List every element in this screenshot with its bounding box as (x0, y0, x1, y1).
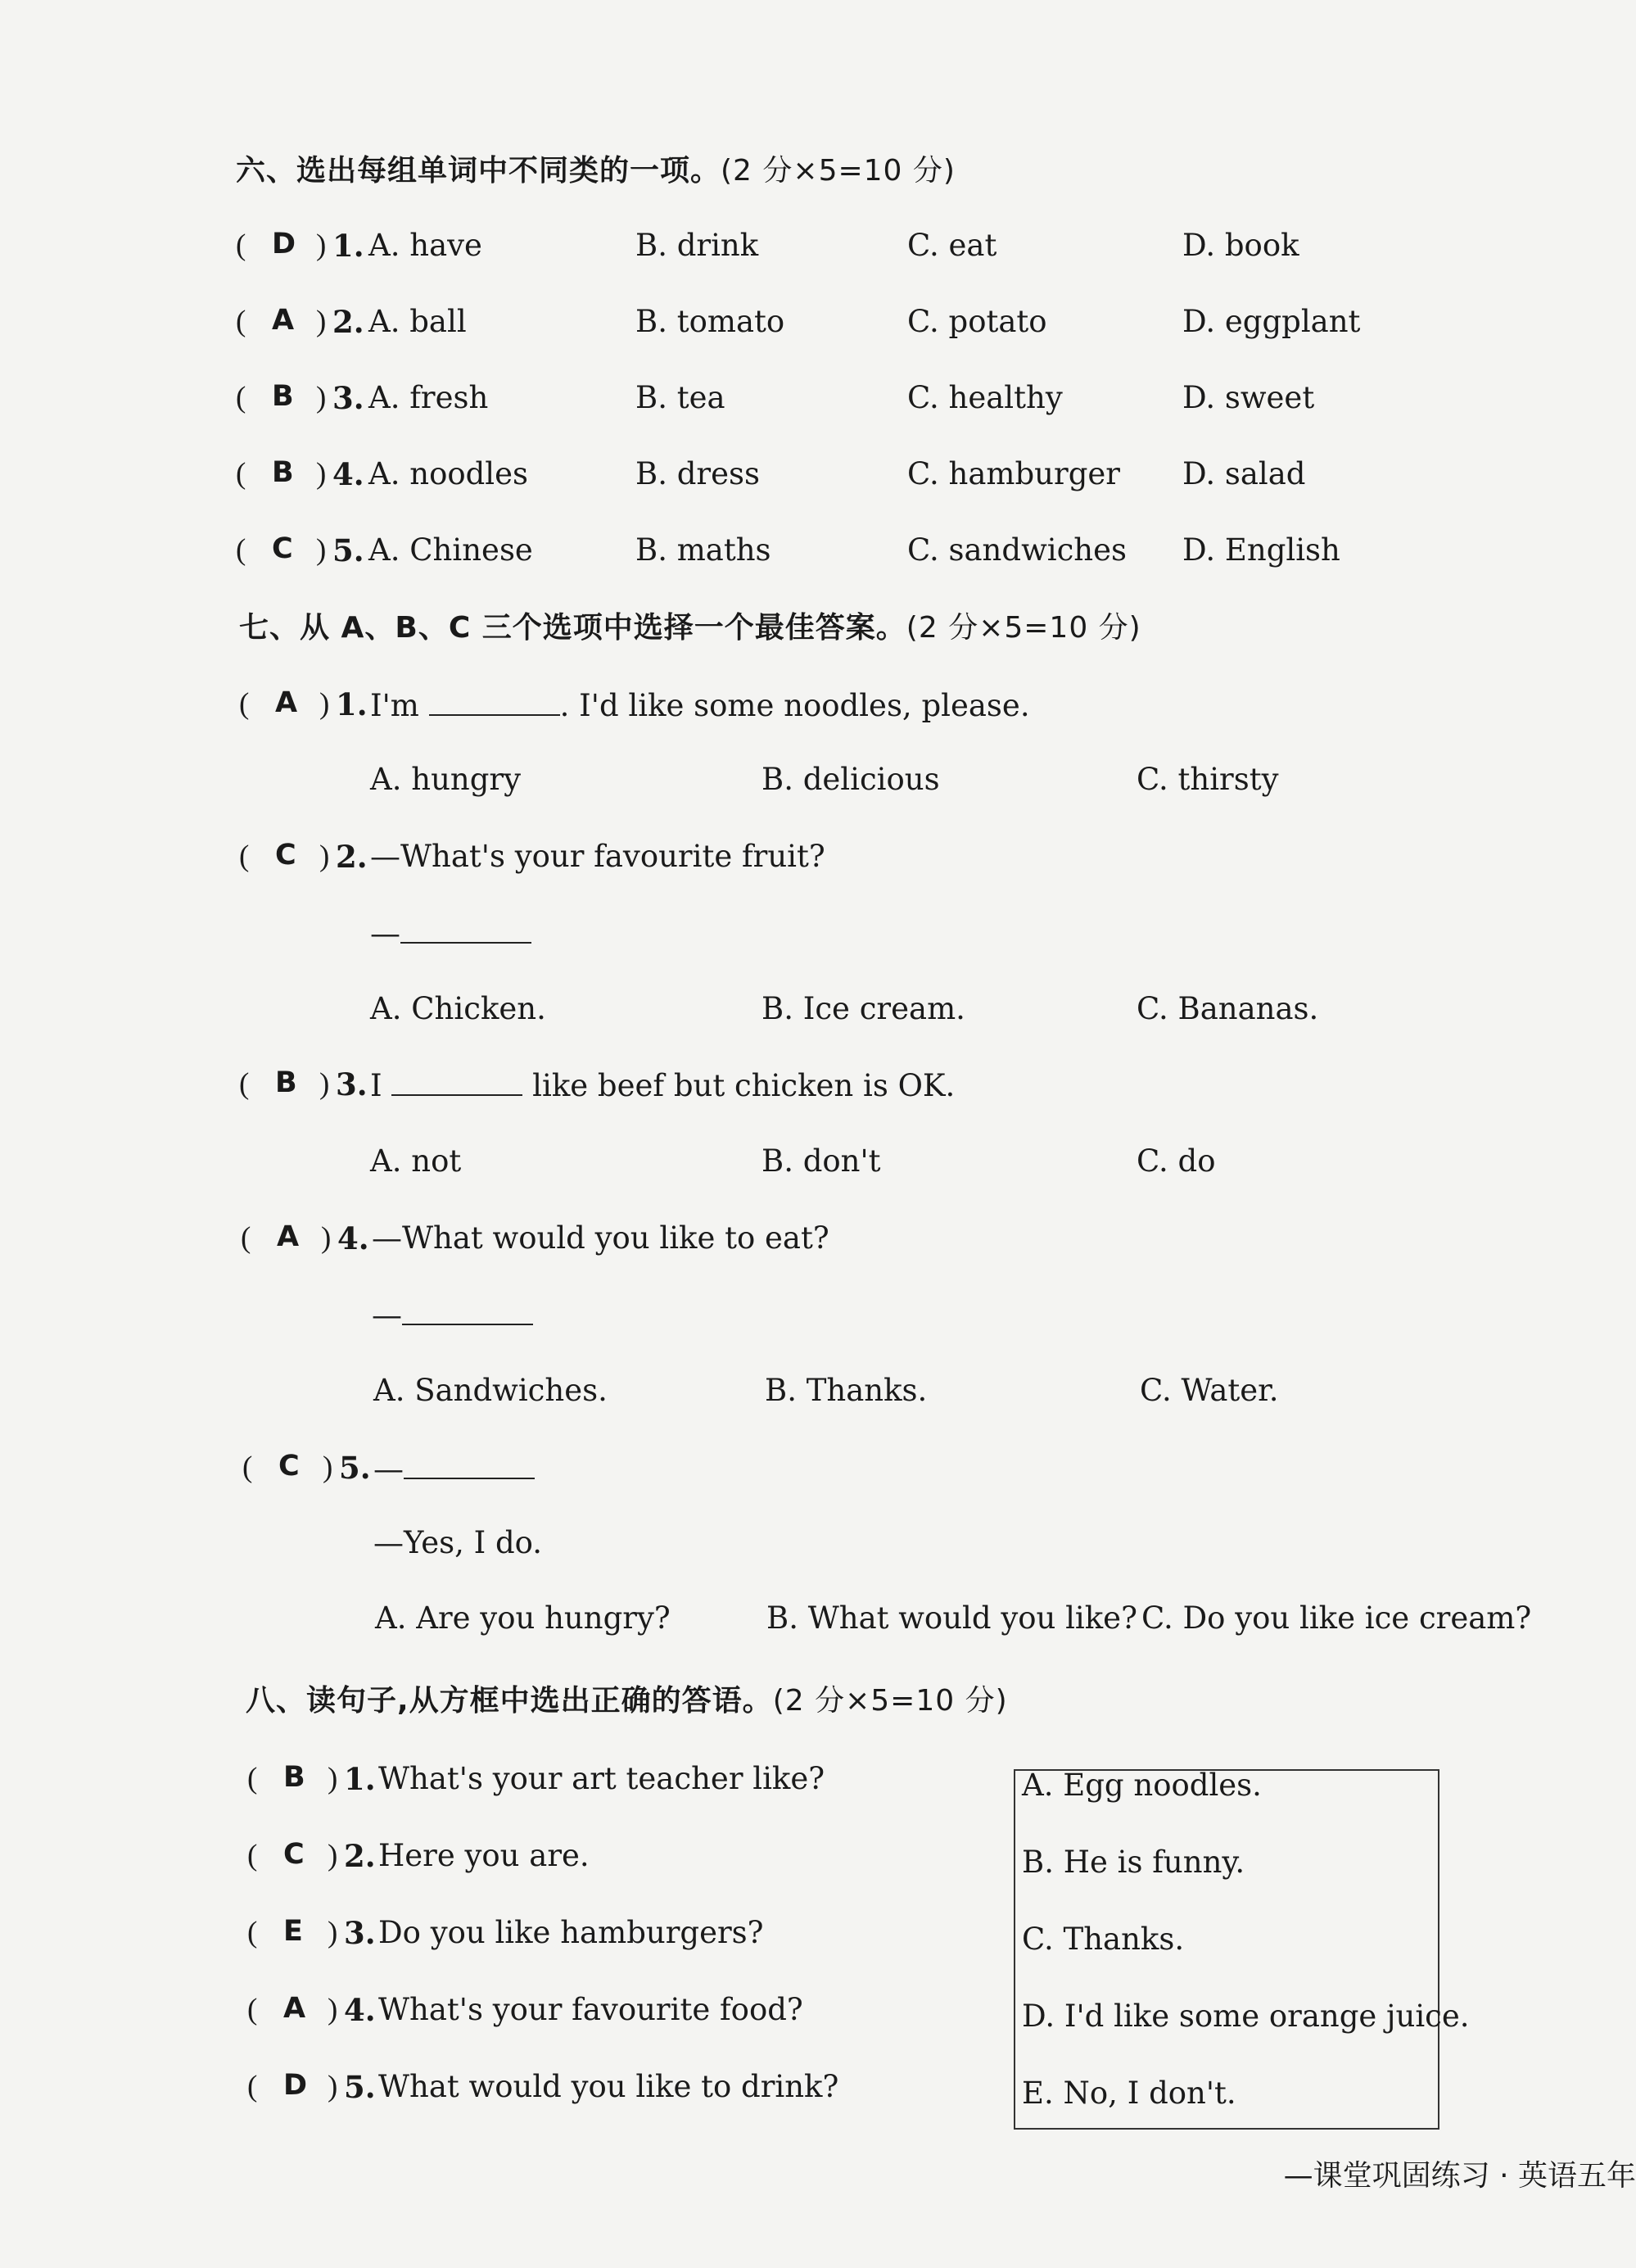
paren-open: ( (236, 305, 246, 338)
item-number: 2. (332, 304, 364, 340)
reply-text: —Yes, I do. (373, 1525, 543, 1560)
dash: — (372, 1297, 402, 1333)
question-text (370, 1066, 955, 1103)
option-a: A. noodles (368, 456, 529, 491)
paren-close: ) (319, 1067, 330, 1101)
s8-row-5 (247, 2069, 984, 2110)
item-number: 2. (344, 1838, 376, 1874)
item-number: 4. (344, 1992, 376, 2028)
s6-row-5 (236, 532, 1464, 573)
question-pre: I (370, 1068, 382, 1103)
s7-q4 (241, 1220, 1469, 1261)
paren-open: ( (247, 1839, 258, 1872)
dash: — (373, 1451, 404, 1487)
option-b: B. What would you like? (766, 1600, 1137, 1636)
paren-open: ( (247, 1916, 258, 1949)
question-text (370, 686, 1030, 723)
section8-heading (246, 1677, 1008, 1719)
section8-title: 八、读句子,从方框中选出正确的答语。 (246, 1684, 773, 1718)
answer: D (283, 2069, 308, 2102)
box-option-a: A. Egg noodles. (1022, 1768, 1262, 1803)
question-post: like beef but chicken is OK. (532, 1068, 956, 1103)
s6-row-3 (236, 380, 1464, 421)
box-option-b: B. He is funny. (1022, 1845, 1245, 1880)
item-number: 5. (339, 1450, 371, 1486)
question-text: What's your favourite food? (378, 1992, 803, 2027)
s8-row-4 (247, 1992, 984, 2033)
s6-row-2 (236, 304, 1464, 345)
option-c: C. Water. (1140, 1373, 1279, 1408)
option-b: B. tea (635, 380, 725, 415)
page-footer: —课堂巩固练习 · 英语五年 (1283, 2159, 1636, 2193)
s7-q5-reply (373, 1525, 701, 1566)
item-number: 1. (344, 1761, 376, 1797)
item-number: 2. (336, 839, 368, 875)
item-number: 1. (332, 228, 364, 264)
paren-close: ) (316, 381, 327, 414)
answer-blank (429, 686, 560, 716)
paren-close: ) (319, 840, 330, 873)
paren-open: ( (236, 229, 246, 262)
item-number: 3. (344, 1915, 376, 1951)
answer: C (283, 1838, 305, 1871)
option-b: B. drink (635, 228, 759, 263)
paren-open: ( (241, 1221, 251, 1255)
option-b: B. maths (635, 532, 771, 568)
item-number: 4. (332, 456, 364, 492)
item-number: 5. (332, 532, 364, 568)
option-d: D. book (1182, 228, 1299, 263)
section7-title: 七、从 A、B、C 三个选项中选择一个最佳答案。 (239, 611, 906, 645)
question-text: What would you like to drink? (378, 2069, 839, 2104)
option-b: B. Ice cream. (762, 991, 965, 1026)
box-option-e: E. No, I don't. (1022, 2076, 1236, 2111)
answer-options-box (1014, 1768, 1470, 2130)
paren-open: ( (239, 687, 250, 721)
paren-open: ( (239, 840, 250, 873)
question-post: . I'd like some noodles, please. (559, 688, 1030, 723)
answer-blank (404, 1450, 535, 1479)
answer: A (277, 1220, 300, 1253)
option-a: A. Chicken. (370, 991, 546, 1026)
answer: B (275, 1066, 297, 1099)
answer: A (272, 304, 295, 337)
paren-close: ) (321, 1221, 332, 1255)
answer-blank (391, 1066, 522, 1096)
option-a: A. have (368, 228, 482, 263)
option-b: B. don't (762, 1143, 881, 1179)
section6-title: 六、选出每组单词中不同类的一项。 (236, 154, 721, 188)
item-number: 3. (336, 1066, 368, 1102)
option-b: B. delicious (762, 762, 940, 797)
response-line (370, 914, 531, 951)
option-b: B. Thanks. (765, 1373, 928, 1408)
answer: D (272, 228, 296, 260)
paren-close: ) (328, 1839, 338, 1872)
question-text: Do you like hamburgers? (378, 1915, 764, 1950)
s8-row-1 (247, 1761, 984, 1802)
paren-open: ( (236, 533, 246, 567)
question-text: What's your art teacher like? (378, 1761, 825, 1796)
paren-open: ( (236, 381, 246, 414)
option-c: C. sandwiches (907, 532, 1128, 568)
s7-q4-options (373, 1373, 1520, 1414)
paren-close: ) (316, 229, 327, 262)
paren-open: ( (236, 457, 246, 491)
paren-close: ) (316, 457, 327, 491)
paren-open: ( (247, 1993, 258, 2026)
option-c: C. potato (907, 304, 1047, 339)
answer: C (272, 532, 293, 565)
s8-row-3 (247, 1915, 984, 1956)
option-c: C. thirsty (1137, 762, 1279, 797)
option-d: D. salad (1182, 456, 1306, 491)
item-number: 3. (332, 380, 364, 416)
answer: A (275, 686, 298, 719)
option-a: A. fresh (368, 380, 489, 415)
dash: — (370, 916, 400, 951)
option-a: A. ball (368, 304, 467, 339)
option-c: C. eat (907, 228, 997, 263)
s7-q2-response (370, 914, 698, 955)
s8-row-2 (247, 1838, 984, 1879)
paren-close: ) (323, 1451, 333, 1484)
item-number: 4. (337, 1220, 369, 1256)
paren-open: ( (247, 1762, 258, 1795)
answer: B (272, 456, 294, 489)
box-option-c: C. Thanks. (1022, 1922, 1185, 1957)
s7-q2-options (370, 991, 1516, 1032)
paren-open: ( (242, 1451, 253, 1484)
paren-close: ) (328, 1762, 338, 1795)
option-b: B. tomato (635, 304, 785, 339)
option-c: C. Bananas. (1137, 991, 1319, 1026)
option-a: A. Are you hungry? (375, 1600, 671, 1636)
answer: B (283, 1761, 305, 1794)
option-d: D. sweet (1182, 380, 1315, 415)
question-text: —What's your favourite fruit? (370, 839, 825, 874)
item-number: 1. (336, 686, 368, 722)
paren-close: ) (316, 533, 327, 567)
box-option-d: D. I'd like some orange juice. (1022, 1999, 1470, 2034)
s6-row-1 (236, 228, 1464, 269)
section6-score: (2 分×5=10 分) (721, 154, 956, 188)
paren-open: ( (239, 1067, 250, 1101)
answer: C (278, 1450, 300, 1483)
s7-q1-options (370, 762, 1516, 803)
answer: A (283, 1992, 306, 2025)
option-a: A. hungry (370, 762, 522, 797)
paren-close: ) (328, 1916, 338, 1949)
option-a: A. Sandwiches. (373, 1373, 608, 1408)
option-b: B. dress (635, 456, 760, 491)
s7-q3-options (370, 1143, 1516, 1184)
answer: C (275, 839, 296, 871)
option-c: C. Do you like ice cream? (1141, 1600, 1532, 1636)
answer-blank (400, 914, 531, 944)
s7-q4-response (372, 1296, 699, 1337)
answer: B (272, 380, 294, 413)
answer: E (283, 1915, 303, 1948)
option-d: D. English (1182, 532, 1340, 568)
s6-row-4 (236, 456, 1464, 497)
paren-close: ) (328, 2070, 338, 2103)
section7-score: (2 分×5=10 分) (906, 611, 1141, 645)
s7-q2 (239, 839, 1467, 880)
option-d: D. eggplant (1182, 304, 1361, 339)
option-c: C. hamburger (907, 456, 1120, 491)
option-a: A. not (370, 1143, 462, 1179)
s7-q5 (242, 1450, 1471, 1491)
paren-close: ) (319, 687, 330, 721)
question-text (373, 1450, 535, 1487)
option-a: A. Chinese (368, 532, 533, 568)
s7-q5-options (375, 1600, 1532, 1641)
option-c: C. healthy (907, 380, 1063, 415)
s7-q3 (239, 1066, 1467, 1107)
question-text: —What would you like to eat? (372, 1220, 829, 1256)
paren-open: ( (247, 2070, 258, 2103)
answer-blank (402, 1296, 533, 1325)
section8-score: (2 分×5=10 分) (772, 1684, 1008, 1718)
question-text: Here you are. (378, 1838, 590, 1873)
section6-heading (236, 147, 956, 189)
response-line (372, 1296, 533, 1333)
paren-close: ) (316, 305, 327, 338)
question-pre: I'm (370, 688, 419, 723)
item-number: 5. (344, 2069, 376, 2105)
section7-heading (239, 604, 1141, 646)
paren-close: ) (328, 1993, 338, 2026)
s7-q1 (239, 686, 1467, 727)
option-c: C. do (1137, 1143, 1216, 1179)
